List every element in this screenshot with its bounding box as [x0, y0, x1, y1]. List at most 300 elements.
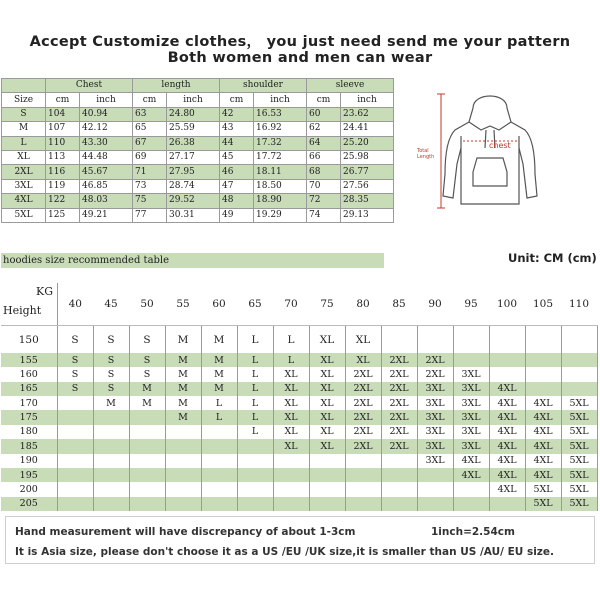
size-recommend-cell: S	[57, 353, 93, 367]
size-recommend-cell: 5XL	[561, 396, 597, 410]
size-recommend-cell	[561, 367, 597, 381]
size-recommend-cell	[453, 497, 489, 511]
kg-label: KG	[36, 285, 54, 298]
height-cell: 165	[1, 382, 57, 396]
size-recommend-cell: XL	[345, 326, 381, 353]
size-recommend-cell	[129, 425, 165, 439]
size-recommend-cell: 4XL	[489, 468, 525, 482]
size-recommend-cell: L	[237, 353, 273, 367]
measurement-cell: 122	[46, 194, 80, 208]
size-recommend-cell	[57, 425, 93, 439]
size-recommend-cell	[201, 468, 237, 482]
weight-header: 50	[129, 283, 165, 326]
table-row	[1, 482, 597, 496]
size-recommend-cell: 3XL	[417, 425, 453, 439]
size-recommend-cell: 4XL	[453, 468, 489, 482]
size-recommend-cell: 2XL	[381, 382, 417, 396]
height-cell: 160	[1, 367, 57, 381]
table-row	[1, 410, 597, 424]
table-row	[2, 208, 394, 222]
measurement-cell: 17.72	[254, 150, 307, 164]
unit-header: cm	[133, 93, 167, 107]
size-recommend-cell: L	[201, 410, 237, 424]
table-row	[2, 122, 394, 136]
height-cell: 170	[1, 396, 57, 410]
size-recommend-cell: 2XL	[345, 439, 381, 453]
measurement-cell: 73	[133, 179, 167, 193]
size-recommend-cell: S	[57, 326, 93, 353]
size-recommend-cell: M	[201, 382, 237, 396]
size-recommend-cell	[201, 425, 237, 439]
size-recommend-cell	[381, 497, 417, 511]
table-row	[1, 425, 597, 439]
size-recommend-cell	[309, 454, 345, 468]
size-recommend-cell	[93, 497, 129, 511]
group-header: Chest	[46, 79, 133, 93]
measurement-cell: 74	[307, 208, 341, 222]
measurement-cell: 24.41	[341, 122, 394, 136]
measurement-cell: 30.31	[167, 208, 220, 222]
size-recommend-cell: 2XL	[417, 367, 453, 381]
size-recommend-cell	[417, 482, 453, 496]
size-recommend-cell: XL	[273, 425, 309, 439]
size-recommend-cell: 3XL	[417, 439, 453, 453]
size-cell: XL	[2, 150, 46, 164]
size-recommend-cell: XL	[309, 353, 345, 367]
measurement-cell: 16.53	[254, 107, 307, 121]
size-recommend-cell: XL	[345, 353, 381, 367]
height-cell: 200	[1, 482, 57, 496]
size-recommend-cell	[273, 497, 309, 511]
measurement-cell: 44.48	[80, 150, 133, 164]
measurement-cell: 104	[46, 107, 80, 121]
table-row	[1, 396, 597, 410]
measurement-cell: 18.90	[254, 194, 307, 208]
size-table-unit-row	[2, 93, 394, 107]
size-recommend-cell: M	[201, 326, 237, 353]
size-recommend-cell	[561, 382, 597, 396]
measurement-cell: 26.38	[167, 136, 220, 150]
measurement-cell: 107	[46, 122, 80, 136]
weight-header: 80	[345, 283, 381, 326]
measurement-cell: 125	[46, 208, 80, 222]
size-recommend-cell	[345, 468, 381, 482]
size-recommend-cell: 2XL	[345, 396, 381, 410]
headline-customize: Accept Customize clothes， you just need send me your pattern	[29, 34, 571, 50]
size-recommend-cell: L	[237, 396, 273, 410]
size-recommend-cell: 2XL	[345, 382, 381, 396]
size-cell: L	[2, 136, 46, 150]
headline-unisex: Both women and men can wear	[167, 50, 433, 66]
unit-header: inch	[167, 93, 220, 107]
height-cell: 205	[1, 497, 57, 511]
measurement-cell: 66	[307, 150, 341, 164]
size-recommend-cell: 4XL	[525, 425, 561, 439]
size-recommend-cell: 2XL	[381, 353, 417, 367]
size-recommend-cell: S	[93, 367, 129, 381]
measurement-cell: 42.12	[80, 122, 133, 136]
size-recommend-cell	[93, 439, 129, 453]
size-recommend-cell	[129, 410, 165, 424]
size-recommend-cell	[201, 482, 237, 496]
weight-header: 55	[165, 283, 201, 326]
measurement-cell: 67	[133, 136, 167, 150]
size-recommend-cell	[273, 454, 309, 468]
size-recommend-cell	[93, 454, 129, 468]
size-recommend-cell	[309, 468, 345, 482]
chest-label: chest	[489, 141, 511, 150]
size-recommend-cell	[165, 482, 201, 496]
size-recommend-cell	[525, 382, 561, 396]
size-recommend-cell: XL	[273, 382, 309, 396]
measurement-cell: 116	[46, 165, 80, 179]
measurement-cell: 46	[220, 165, 254, 179]
weight-header: 75	[309, 283, 345, 326]
measurement-cell: 43.30	[80, 136, 133, 150]
measurement-cell: 48.03	[80, 194, 133, 208]
size-recommend-cell	[489, 353, 525, 367]
size-recommend-cell: 2XL	[381, 439, 417, 453]
size-recommend-cell: L	[237, 425, 273, 439]
table-corner	[1, 283, 57, 326]
measurement-cell: 68	[307, 165, 341, 179]
table-row	[2, 165, 394, 179]
size-recommend-cell: S	[93, 326, 129, 353]
measurement-cell: 119	[46, 179, 80, 193]
size-recommend-cell	[489, 367, 525, 381]
measurement-cell: 18.11	[254, 165, 307, 179]
length-label-2: Length	[417, 154, 435, 160]
size-recommend-cell: 4XL	[525, 454, 561, 468]
size-cell: S	[2, 107, 46, 121]
measurement-cell: 19.29	[254, 208, 307, 222]
measurement-cell: 65	[133, 122, 167, 136]
size-recommend-cell	[237, 482, 273, 496]
size-cell: 5XL	[2, 208, 46, 222]
measurement-cell: 62	[307, 122, 341, 136]
size-recommend-cell	[345, 482, 381, 496]
measurement-cell: 75	[133, 194, 167, 208]
measurement-cell: 44	[220, 136, 254, 150]
table-row	[1, 326, 597, 353]
size-recommend-cell	[201, 439, 237, 453]
weight-header: 45	[93, 283, 129, 326]
size-recommend-cell	[129, 497, 165, 511]
table-row	[1, 468, 597, 482]
size-recommend-cell: 3XL	[453, 410, 489, 424]
size-recommend-cell	[345, 454, 381, 468]
size-recommend-cell: XL	[309, 439, 345, 453]
size-recommend-cell: XL	[309, 326, 345, 353]
size-recommend-cell	[381, 468, 417, 482]
size-recommend-cell	[57, 396, 93, 410]
measurement-cell: 25.20	[341, 136, 394, 150]
size-recommend-cell: 4XL	[489, 410, 525, 424]
measurement-cell: 60	[307, 107, 341, 121]
size-recommend-cell	[525, 326, 561, 353]
size-recommend-cell	[417, 326, 453, 353]
unit-label: Unit: CM (cm)	[508, 251, 597, 265]
size-recommend-cell: M	[165, 396, 201, 410]
size-recommend-cell: 3XL	[417, 410, 453, 424]
table-row	[2, 179, 394, 193]
measurement-cell: 64	[307, 136, 341, 150]
weight-header: 60	[201, 283, 237, 326]
size-recommend-cell: 2XL	[381, 410, 417, 424]
size-recommend-cell: 2XL	[345, 425, 381, 439]
measurement-cell: 69	[133, 150, 167, 164]
weight-header: 85	[381, 283, 417, 326]
size-recommend-cell	[237, 468, 273, 482]
measurement-cell: 110	[46, 136, 80, 150]
footer-discrepancy: Hand measurement will have discrepancy of about 1-3cm	[15, 526, 356, 538]
size-recommend-cell	[561, 326, 597, 353]
size-cell: 2XL	[2, 165, 46, 179]
height-cell: 185	[1, 439, 57, 453]
size-recommend-cell	[129, 468, 165, 482]
unit-header: cm	[307, 93, 341, 107]
size-recommend-cell: 2XL	[381, 425, 417, 439]
length-label-1: Total	[417, 148, 429, 154]
size-recommend-cell: 3XL	[417, 382, 453, 396]
size-recommend-cell: S	[129, 326, 165, 353]
size-recommend-cell	[525, 353, 561, 367]
size-recommend-cell	[273, 468, 309, 482]
measurement-cell: 77	[133, 208, 167, 222]
size-recommend-cell	[165, 454, 201, 468]
measurement-cell: 72	[307, 194, 341, 208]
size-recommend-cell: 2XL	[417, 353, 453, 367]
size-recommend-cell: 4XL	[489, 439, 525, 453]
measurement-cell: 71	[133, 165, 167, 179]
measurement-cell: 17.32	[254, 136, 307, 150]
size-recommend-cell: 2XL	[345, 410, 381, 424]
measurement-cell: 27.17	[167, 150, 220, 164]
size-recommend-cell: 5XL	[561, 468, 597, 482]
measurement-cell: 28.74	[167, 179, 220, 193]
measurement-cell: 40.94	[80, 107, 133, 121]
size-recommend-cell	[165, 439, 201, 453]
measurement-cell: 23.62	[341, 107, 394, 121]
size-recommend-cell: 3XL	[453, 439, 489, 453]
size-recommend-cell: S	[93, 382, 129, 396]
hoodie-diagram	[415, 86, 565, 216]
size-recommend-cell	[381, 326, 417, 353]
size-recommend-cell: 3XL	[453, 367, 489, 381]
group-header: length	[133, 79, 220, 93]
group-header: sleeve	[307, 79, 394, 93]
size-recommend-cell	[57, 439, 93, 453]
table-row	[2, 136, 394, 150]
measurement-cell: 29.13	[341, 208, 394, 222]
measurement-cell: 70	[307, 179, 341, 193]
size-recommend-cell: XL	[309, 425, 345, 439]
weight-header: 105	[525, 283, 561, 326]
measurement-cell: 45	[220, 150, 254, 164]
size-recommend-cell: M	[201, 353, 237, 367]
size-recommend-cell: 4XL	[453, 454, 489, 468]
size-recommend-cell	[381, 454, 417, 468]
unit-header: inch	[341, 93, 394, 107]
size-recommend-cell: L	[273, 353, 309, 367]
size-recommend-cell	[381, 482, 417, 496]
size-recommend-cell: M	[129, 396, 165, 410]
size-recommend-cell: M	[201, 367, 237, 381]
measurement-cell: 46.85	[80, 179, 133, 193]
size-recommend-cell	[345, 497, 381, 511]
size-recommend-cell	[129, 439, 165, 453]
size-recommend-cell: XL	[309, 410, 345, 424]
size-recommend-cell	[57, 454, 93, 468]
group-header-empty	[2, 79, 46, 93]
size-recommend-cell: 5XL	[561, 439, 597, 453]
size-recommend-cell: 5XL	[561, 410, 597, 424]
size-recommend-cell	[201, 454, 237, 468]
measurement-cell: 25.98	[341, 150, 394, 164]
recommend-table	[1, 283, 598, 511]
table-row	[1, 382, 597, 396]
table-row	[1, 454, 597, 468]
size-chart-table	[1, 78, 394, 223]
footer-asia-size: It is Asia size, please don't choose it as a US /EU /UK size,it is smaller than US /AU/ EU size.	[15, 546, 555, 558]
size-recommend-cell: 3XL	[417, 454, 453, 468]
height-cell: 150	[1, 326, 57, 353]
size-recommend-cell	[93, 482, 129, 496]
measurement-cell: 26.77	[341, 165, 394, 179]
weight-header: 40	[57, 283, 93, 326]
weight-header: 110	[561, 283, 597, 326]
hoodie-icon	[443, 96, 537, 204]
size-recommend-cell	[561, 353, 597, 367]
size-recommend-cell	[309, 497, 345, 511]
measurement-cell: 42	[220, 107, 254, 121]
size-recommend-cell: M	[165, 367, 201, 381]
height-label: Height	[3, 304, 42, 317]
table-row	[1, 367, 597, 381]
size-recommend-cell	[57, 468, 93, 482]
measurement-cell: 29.52	[167, 194, 220, 208]
size-recommend-cell: 4XL	[525, 396, 561, 410]
size-recommend-cell	[165, 468, 201, 482]
measurement-cell: 18.50	[254, 179, 307, 193]
size-recommend-cell: 4XL	[525, 468, 561, 482]
size-recommend-cell	[93, 410, 129, 424]
size-recommend-cell: 5XL	[525, 482, 561, 496]
size-recommend-cell: M	[165, 353, 201, 367]
size-recommend-cell: 4XL	[489, 425, 525, 439]
size-recommend-cell: 3XL	[453, 396, 489, 410]
size-recommend-cell: 2XL	[381, 396, 417, 410]
size-recommend-cell: 5XL	[561, 425, 597, 439]
size-recommend-cell	[417, 468, 453, 482]
size-recommend-cell	[165, 425, 201, 439]
size-recommend-cell: S	[93, 353, 129, 367]
recommend-table-title: hoodies size recommended table	[1, 253, 384, 268]
size-recommend-cell: 2XL	[381, 367, 417, 381]
size-recommend-cell: M	[165, 382, 201, 396]
measurement-cell: 16.92	[254, 122, 307, 136]
size-recommend-cell	[201, 497, 237, 511]
table-row	[2, 150, 394, 164]
size-recommend-cell: M	[93, 396, 129, 410]
size-recommend-cell: S	[57, 382, 93, 396]
table-row	[1, 439, 597, 453]
size-header: Size	[2, 93, 46, 107]
size-recommend-cell	[273, 482, 309, 496]
measurement-cell: 63	[133, 107, 167, 121]
measurement-cell: 24.80	[167, 107, 220, 121]
measurement-cell: 43	[220, 122, 254, 136]
size-recommend-cell: S	[129, 367, 165, 381]
size-recommend-cell: 5XL	[525, 497, 561, 511]
size-recommend-cell	[237, 454, 273, 468]
size-recommend-cell: 4XL	[489, 482, 525, 496]
size-recommend-cell: S	[129, 353, 165, 367]
measurement-cell: 113	[46, 150, 80, 164]
footer-inch-conversion: 1inch=2.54cm	[431, 526, 515, 538]
size-recommend-cell: XL	[273, 439, 309, 453]
unit-header: inch	[254, 93, 307, 107]
size-recommend-cell	[237, 439, 273, 453]
measurement-cell: 27.56	[341, 179, 394, 193]
weight-header: 65	[237, 283, 273, 326]
size-recommend-cell	[57, 410, 93, 424]
size-recommend-cell	[489, 326, 525, 353]
size-recommend-cell: 4XL	[489, 382, 525, 396]
measurement-cell: 45.67	[80, 165, 133, 179]
measurement-cell: 49.21	[80, 208, 133, 222]
unit-header: inch	[80, 93, 133, 107]
size-recommend-cell	[129, 482, 165, 496]
size-recommend-cell: L	[237, 382, 273, 396]
size-recommend-cell: M	[165, 326, 201, 353]
size-recommend-cell: 5XL	[561, 497, 597, 511]
height-cell: 180	[1, 425, 57, 439]
size-recommend-cell: 3XL	[417, 396, 453, 410]
size-recommend-cell: 2XL	[345, 367, 381, 381]
height-cell: 195	[1, 468, 57, 482]
size-recommend-cell	[93, 468, 129, 482]
height-cell: 175	[1, 410, 57, 424]
size-recommend-cell	[237, 497, 273, 511]
size-recommend-cell	[129, 454, 165, 468]
measurement-cell: 48	[220, 194, 254, 208]
size-recommend-cell: 3XL	[453, 382, 489, 396]
size-recommend-cell	[309, 482, 345, 496]
size-recommend-cell: XL	[309, 367, 345, 381]
size-recommend-cell: M	[165, 410, 201, 424]
size-recommend-cell: L	[273, 326, 309, 353]
size-recommend-cell	[489, 497, 525, 511]
size-recommend-cell	[57, 482, 93, 496]
height-cell: 155	[1, 353, 57, 367]
measurement-cell: 47	[220, 179, 254, 193]
size-cell: M	[2, 122, 46, 136]
size-recommend-cell: XL	[273, 410, 309, 424]
measurement-cell: 28.35	[341, 194, 394, 208]
size-cell: 4XL	[2, 194, 46, 208]
size-recommend-cell: 5XL	[561, 454, 597, 468]
measurement-cell: 49	[220, 208, 254, 222]
size-table-group-row	[2, 79, 394, 93]
size-recommend-cell: L	[201, 396, 237, 410]
unit-header: cm	[220, 93, 254, 107]
weight-header: 100	[489, 283, 525, 326]
size-recommend-cell: XL	[309, 382, 345, 396]
footer-note	[5, 516, 595, 564]
size-recommend-cell	[453, 353, 489, 367]
weight-header: 95	[453, 283, 489, 326]
